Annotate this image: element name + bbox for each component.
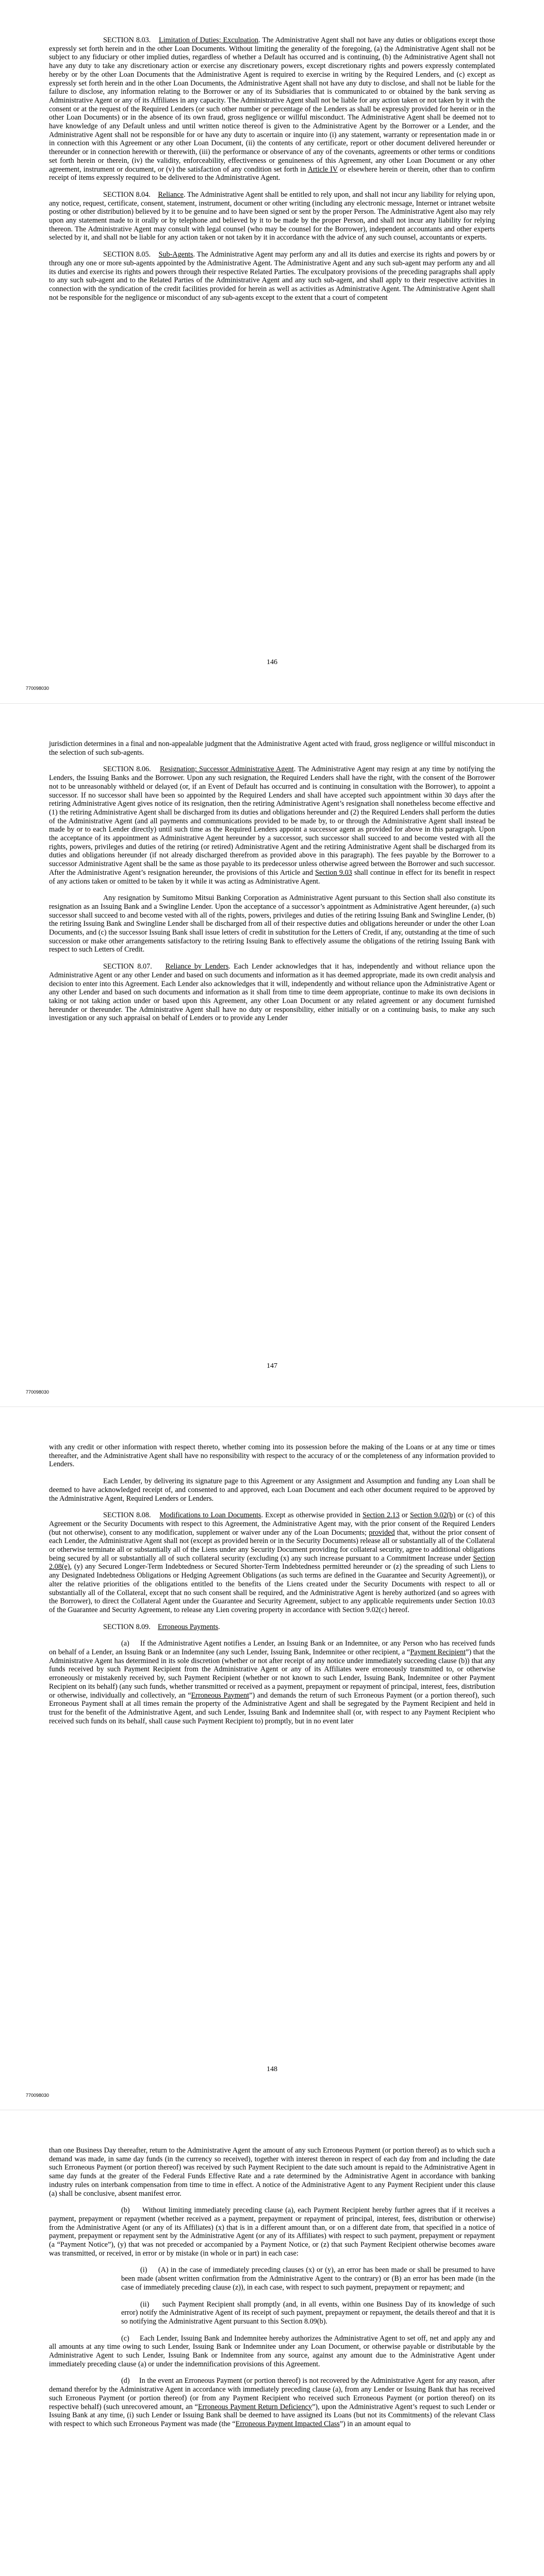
text-run: . The Administrative Agent shall be entitled to rely upon, and shall not incur any liability for relying upon, any notice, request, certificate, consent, statement, instrument, document or other writing (including any electronic message, Internet or intranet website posting or other distribution) believed by it to be genuine and to have been signed or sent by the proper Person. The Administrative Agent also may rely upon any statement made to it orally or by telephone and believed by it to be made by the proper Person, and shall not incur any liability for relying thereon. The Administrative Agent may consult with legal counsel (who may be counsel for the Borrower), independent accountants and other experts selected by it, and shall not be liable for any action taken or not taken by it in accordance with the advice of any such counsel, accountants or experts. [49, 190, 495, 242]
text-run: (a) If the Administrative Agent notifies a Lender, an Issuing Bank or an Indemnitee, or any Person who has received funds on behalf of a Lender, an Issuing Bank or an Indemnitee (any such Lender, Issuing Bank, Indemnitee or other recipient, a “ [49, 1639, 495, 1657]
text-run: Each Lender, by delivering its signature page to this Agreement or any Assignment and Assumption and funding any Loan shall be deemed to have acknowledged receipt of, and consented to and approved, each Loan Document and each other document required to be approved by the Administrative Agent, Required Lenders or Lenders. [49, 1477, 495, 1503]
text-run: with any credit or other information with respect thereto, whether coming into its possession before the making of the Loans or at any time or times thereafter, and the Administrative Agent shall have no responsibility with respect to the accuracy of or the completeness of any information provided to Lenders. [49, 1443, 495, 1469]
paragraph [49, 2266, 495, 2292]
underlined-text: Reliance by Lenders [165, 962, 229, 971]
underlined-text: Sub-Agents [158, 250, 193, 259]
text-run: ”), upon the Administrative Agent’s request to such Lender or Issuing Bank at any time, (i) such Lender or Issuing Bank shall be deemed to have assigned its Loans (but not its Commitments) of the relevant Class with respect to which such Erroneous Payment was made (the “ [49, 2402, 495, 2428]
paragraph [49, 765, 495, 886]
text-run: than one Business Day thereafter, return to the Administrative Agent the amount of any such Erroneous Payment (or portion thereof) as to which such a demand was made, in same day funds (in the currency so received), together with interest thereon in respect of each day from and including the date such Erroneous Payment (or portion thereof) was received by such Payment Recipient to the date such amount is repaid to the Administrative Agent in same day funds at the greater of the Federal Funds Effective Rate and a rate determined by the Administrative Agent in accordance with banking industry rules on interbank compensation from time to time in effect. A notice of the Administrative Agent to any Payment Recipient under this clause (a) shall be conclusive, absent manifest error. [49, 2146, 495, 2198]
text-run: SECTION 8.05. [103, 250, 159, 259]
page-number: 147 [267, 1362, 277, 1370]
underlined-text: Article IV [307, 165, 338, 174]
text-run: SECTION 8.06. [103, 765, 160, 774]
underlined-text: Erroneous Payments [158, 1622, 219, 1631]
underlined-text: Erroneous Payment Return Deficiency [197, 2402, 312, 2411]
paragraph [49, 2334, 495, 2369]
paragraph [49, 36, 495, 182]
text-run: ”) in an amount equal to [339, 2419, 411, 2428]
underlined-text: Resignation; Successor Administrative Agent [160, 765, 294, 774]
document-id: 770098030 [26, 2093, 50, 2098]
underlined-text: Section 2.13 [362, 1511, 400, 1520]
underlined-text: Section 9.03 [315, 868, 352, 877]
paragraph [49, 1511, 495, 1614]
text-run: SECTION 8.04. [103, 190, 158, 199]
text-run: (d) In the event an Erroneous Payment (or portion thereof) is not recovered by the Administrative Agent for any reason, after demand therefor by the Administrative Agent in accordance with immediately preceding clause (a), from any Lender or Issuing Bank that has received such Erroneous Payment (or portion thereof) (or from any Payment Recipient who received such Erroneous Payment (or portion thereof) on its respective behalf) (such unrecovered amount, an “ [49, 2377, 495, 2411]
text-run: (b) Without limiting immediately preceding clause (a), each Payment Recipient hereby further agrees that if it receives a payment, prepayment or repayment (whether received as a payment, prepayment or repayment of principal, interest, fees, distribution or otherwise) from the Administrative Agent (or any of its Affiliates) (x) that is in a different amount than, or on a different date from, that specified in a notice of payment, prepayment or repayment sent by the Administrative Agent (or any of its Affiliates) with respect to such payment, prepayment or repayment (a “Payment Notice”), (y) that was not preceded or accompanied by a Payment Notice, or (z) that such Payment Recipient otherwise becomes aware was transmitted, or received, in error or by mistake (in whole or in part) in each case: [49, 2206, 495, 2258]
paragraph [49, 250, 495, 302]
paragraph [49, 2300, 495, 2326]
text-run: . The Administrative Agent may resign at any time by notifying the Lenders, the Issuing Banks and the Borrower. Upon any such resignation, the Required Lenders shall have the right, with the consent of the Borrower not to be unreasonably withheld or delayed (or, if an Event of Default has occurred and is continuing in consultation with the Borrower), to appoint a successor. If no successor shall have been so appointed by the Required Lenders and shall have accepted such appointment within 30 days after the retiring Administrative Agent gives notice of its resignation, then the retiring Administrative Agent’s resignation shall nonetheless become effective and (1) the retiring Administrative Agent shall be discharged from its duties and obligations hereunder and (2) the Required Lenders shall perform the duties of the Administrative Agent (and all payments and communications provided to be made by, to or through the Administrative Agent shall instead be made by or to each Lender directly) until such time as the Required Lenders appoint a successor agent as provided for above in this paragraph. Upon the acceptance of its appointment as Administrative Agent hereunder by a successor, such successor shall succeed to and become vested with all the rights, powers, privileges and duties of the retiring (or retired) Administrative Agent and the retiring Administrative Agent shall be discharged from its duties and obligations hereunder (if not already discharged therefrom as provided above in this paragraph). The fees payable by the Borrower to a successor Administrative Agent shall be the same as those payable to its predecessor unless otherwise agreed between the Borrower and such successor. After the Administrative Agent’s resignation hereunder, the provisions of this Article and [49, 765, 495, 877]
text-run: . Except as otherwise provided in [261, 1511, 363, 1520]
underlined-text: Reliance [158, 190, 184, 199]
text-run: ”) and demands the return of such Erroneous Payment (or a portion thereof), such Erroneous Payment shall at all times remain the property of the Administrative Agent and shall be segregated by the Payment Recipient and held in trust for the benefit of the Administrative Agent, and such Lender, Issuing Bank and Indemnitee shall (or, with respect to any Payment Recipient who received such funds on its behalf, shall cause such Payment Recipient to) promptly, but in no event later [49, 1691, 495, 1725]
text-run: . Each Lender acknowledges that it has, independently and without reliance upon the Administrative Agent or any other Lender and based on such documents and information as it has deemed appropriate, made its own credit analysis and decision to enter into this Agreement. Each Lender also acknowledges that it will, independently and without reliance upon the Administrative Agent or any other Lender and based on such documents and information as it shall from time to time deem appropriate, continue to make its own decisions in taking or not taking action under or based upon this Agreement, any other Loan Document or any related agreement or any document furnished hereunder or thereunder. The Administrative Agent shall have no duty or responsibility, either initially or on a continuing basis, to make any such investigation or any such appraisal on behalf of Lenders or to provide any Lender [49, 962, 495, 1023]
underlined-text: Section 2.08(e) [49, 1554, 495, 1571]
paragraph [49, 962, 495, 1023]
underlined-text: Modifications to Loan Documents [159, 1511, 261, 1520]
paragraph [49, 1639, 495, 1725]
underlined-text: Erroneous Payment [191, 1691, 250, 1700]
text-run: that, without the prior consent of each Lender, the Administrative Agent shall not (except as provided herein or in the Security Documents) release all or substantially all of the Collateral or otherwise terminate all or substantially all of the Liens under any Security Document providing for collateral security, agree to additional obligations being secured by all or substantially all of such collateral security (excluding (x) any such increase pursuant to a Commitment Increase under [49, 1528, 495, 1563]
text-run: SECTION 8.03. [103, 36, 159, 44]
text-run: , (y) any Secured Longer-Term Indebtedness or Secured Shorter-Term Indebtedness permitted hereunder or (z) the spreading of such Liens to any Designated Indebtedness Obligations or Hedging Agreement Obligations (as such terms are defined in the Guarantee and Security Agreement)), or alter the relative priorities of the obligations entitled to the benefits of the Liens created under the Security Documents with respect to all or substantially all of the Collateral, except that no such consent shall be required, and the Administrative Agent is hereby authorized (and so agrees with the Borrower), to direct the Collateral Agent under the Guarantee and Security Agreement, subject to any applicable requirements under Section 10.03 of the Guarantee and Security Agreement, to release any Lien covering property in accordance with Section 9.02(c) hereof. [49, 1563, 495, 1614]
text-run: or elsewhere herein or therein, other than to confirm receipt of items expressly required to be delivered to the Administrative Agent. [49, 165, 495, 182]
text-run: SECTION 8.09. [103, 1622, 158, 1631]
page-number: 146 [267, 658, 277, 666]
underlined-text: provided [369, 1528, 395, 1537]
text-run: (c) Each Lender, Issuing Bank and Indemnitee hereby authorizes the Administrative Agent to set off, net and apply any and all amounts at any time owing to such Lender, Issuing Bank or Indemnitee under any Loan Document, or otherwise payable or distributable by the Administrative Agent to such Lender, Issuing Bank or Indemnitee from any source, against any amount due to the Administrative Agent under immediately preceding clause (a) or under the indemnification provisions of this Agreement. [49, 2334, 495, 2368]
text-run: Any resignation by Sumitomo Mitsui Banking Corporation as Administrative Agent pursuant to this Section shall also constitute its resignation as an Issuing Bank and a Swingline Lender. Upon the acceptance of a successor’s appointment as Administrative Agent hereunder, (a) such successor shall succeed to and become vested with all of the rights, powers, privileges and duties of the retiring Issuing Bank and Swingline Lender, (b) the retiring Issuing Bank and Swingline Lender shall be discharged from all of their respective duties and obligations hereunder or under the other Loan Documents, and (c) the successor Issuing Bank shall issue letters of credit in substitution for the Letters of Credit, if any, outstanding at the time of such succession or make other arrangements satisfactory to the retiring Issuing Bank to effectively assume the obligations of the retiring Issuing Bank with respect to such Letters of Credit. [49, 894, 495, 954]
paragraph [49, 2146, 495, 2198]
paragraph [49, 1477, 495, 1503]
paragraph [49, 1623, 495, 1632]
underlined-text: Erroneous Payment Impacted Class [235, 2419, 340, 2428]
text-run: or (c) of this Agreement or the Security Documents with respect to this Agreement, the Administrative Agent may, with the prior consent of the Required Lenders (but not otherwise), consent to any modification, supplement or waiver under any of the Loan Documents; [49, 1511, 495, 1537]
paragraph [49, 2377, 495, 2428]
document-id: 770098030 [26, 686, 50, 691]
underlined-text: Limitation of Duties; Exculpation [159, 36, 259, 44]
underlined-text: Section 9.02(b) [410, 1511, 456, 1520]
document-page [0, 2110, 544, 2576]
paragraph [49, 894, 495, 954]
underlined-text: Payment Recipient [410, 1648, 466, 1657]
document-id: 770098030 [26, 1389, 50, 1395]
text-run: (ii) such Payment Recipient shall promptly (and, in all events, within one Business Day of its knowledge of such error) notify the Administrative Agent of its receipt of such payment, prepayment or repayment, the details thereof and that it is so notifying the Administrative Agent pursuant to this Section 8.09(b). [121, 2300, 495, 2326]
text-run: or [399, 1511, 410, 1520]
paragraph [49, 740, 495, 757]
text-run: (i) (A) in the case of immediately preceding clauses (x) or (y), an error has been made or shall be presumed to have been made (absent written confirmation from the Administrative Agent to the contrary) or (B) an error has been made (in the case of immediately preceding clause (z)), in each case, with respect to such payment, prepayment or repayment; and [121, 2266, 495, 2292]
text-run: . The Administrative Agent shall not have any duties or obligations except those expressly set forth herein and in the other Loan Documents. Without limiting the generality of the foregoing, (a) the Administrative Agent shall not be subject to any fiduciary or other implied duties, regardless of whether a Default has occurred and is continuing, (b) the Administrative Agent shall not have any duty to take any discretionary action or exercise any discretionary powers, except discretionary rights and powers expressly contemplated hereby or by the other Loan Documents that the Administrative Agent is required to exercise in writing by the Required Lenders, and (c) except as expressly set forth herein and in the other Loan Documents, the Administrative Agent shall not have any duty to disclose, and shall not be liable for the failure to disclose, any information relating to the Borrower or any of its Subsidiaries that is communicated to or obtained by the bank serving as Administrative Agent or any of its Affiliates in any capacity. The Administrative Agent shall not be liable for any action taken or not taken by it with the consent or at the request of the Required Lenders (or such other number or percentage of the Lenders as shall be expressly provided for herein or in the other Loan Documents) or in the absence of its own fraud, gross negligence or willful misconduct. The Administrative Agent shall be deemed not to have knowledge of any Default unless and until written notice thereof is given to the Administrative Agent by the Borrower or a Lender, and the Administrative Agent shall not be responsible for or have any duty to ascertain or inquire into (i) any statement, warranty or representation made in or in connection with this Agreement or any other Loan Document, (ii) the contents of any certificate, report or other document delivered hereunder or thereunder or in connection herewith or therewith, (iii) the performance or observance of any of the covenants, agreements or other terms or conditions set forth herein or therein, (iv) the validity, enforceability, effectiveness or genuineness of this Agreement, any other Loan Document or any other agreement, instrument or document, or (v) the satisfaction of any condition set forth in [49, 36, 496, 174]
document-page [0, 703, 544, 1406]
document-page [0, 1406, 544, 2110]
paragraph [49, 191, 495, 242]
page-number: 148 [267, 2065, 277, 2073]
text-run: jurisdiction determines in a final and non-appealable judgment that the Administrative Agent acted with fraud, gross negligence or willful misconduct in the selection of such sub-agents. [49, 740, 495, 757]
paragraph [49, 2206, 495, 2258]
text-run: SECTION 8.08. [103, 1511, 160, 1520]
text-run: shall continue in effect for its benefit in respect of any actions taken or omitted to be taken by it while it was acting as Administrative Agent. [49, 868, 495, 886]
paragraph [49, 1443, 495, 1469]
text-run: . The Administrative Agent may perform any and all its duties and exercise its rights and powers by or through any one or more sub-agents appointed by the Administrative Agent. The Administrative Agent and any such sub-agent may perform any and all its duties and exercise its rights and powers through their respective Related Parties. The exculpatory provisions of the preceding paragraphs shall apply to any such sub-agent and to the Related Parties of the Administrative Agent and any such sub-agent, and shall apply to their respective activities in connection with the syndication of the credit facilities provided for herein as well as activities as Administrative Agent. The Administrative Agent shall not be responsible for the negligence or misconduct of any sub-agents except to the extent that a court of competent [49, 250, 495, 302]
document-page [0, 0, 544, 703]
text-run: SECTION 8.07. [103, 962, 166, 971]
text-run: ”) that the Administrative Agent has determined in its sole discretion (whether or not after receipt of any notice under immediately succeeding clause (b)) that any funds received by such Payment Recipient from the Administrative Agent or any of its Affiliates were erroneously transmitted to, or otherwise erroneously or mistakenly received by, such Payment Recipient (whether or not known to such Lender, Issuing Bank, Indemnitee or other Payment Recipient on its behalf) (any such funds, whether transmitted or received as a payment, prepayment or repayment of principal, interest, fees, distribution or otherwise, individually and collectively, an “ [49, 1648, 495, 1700]
text-run: . [218, 1622, 220, 1631]
